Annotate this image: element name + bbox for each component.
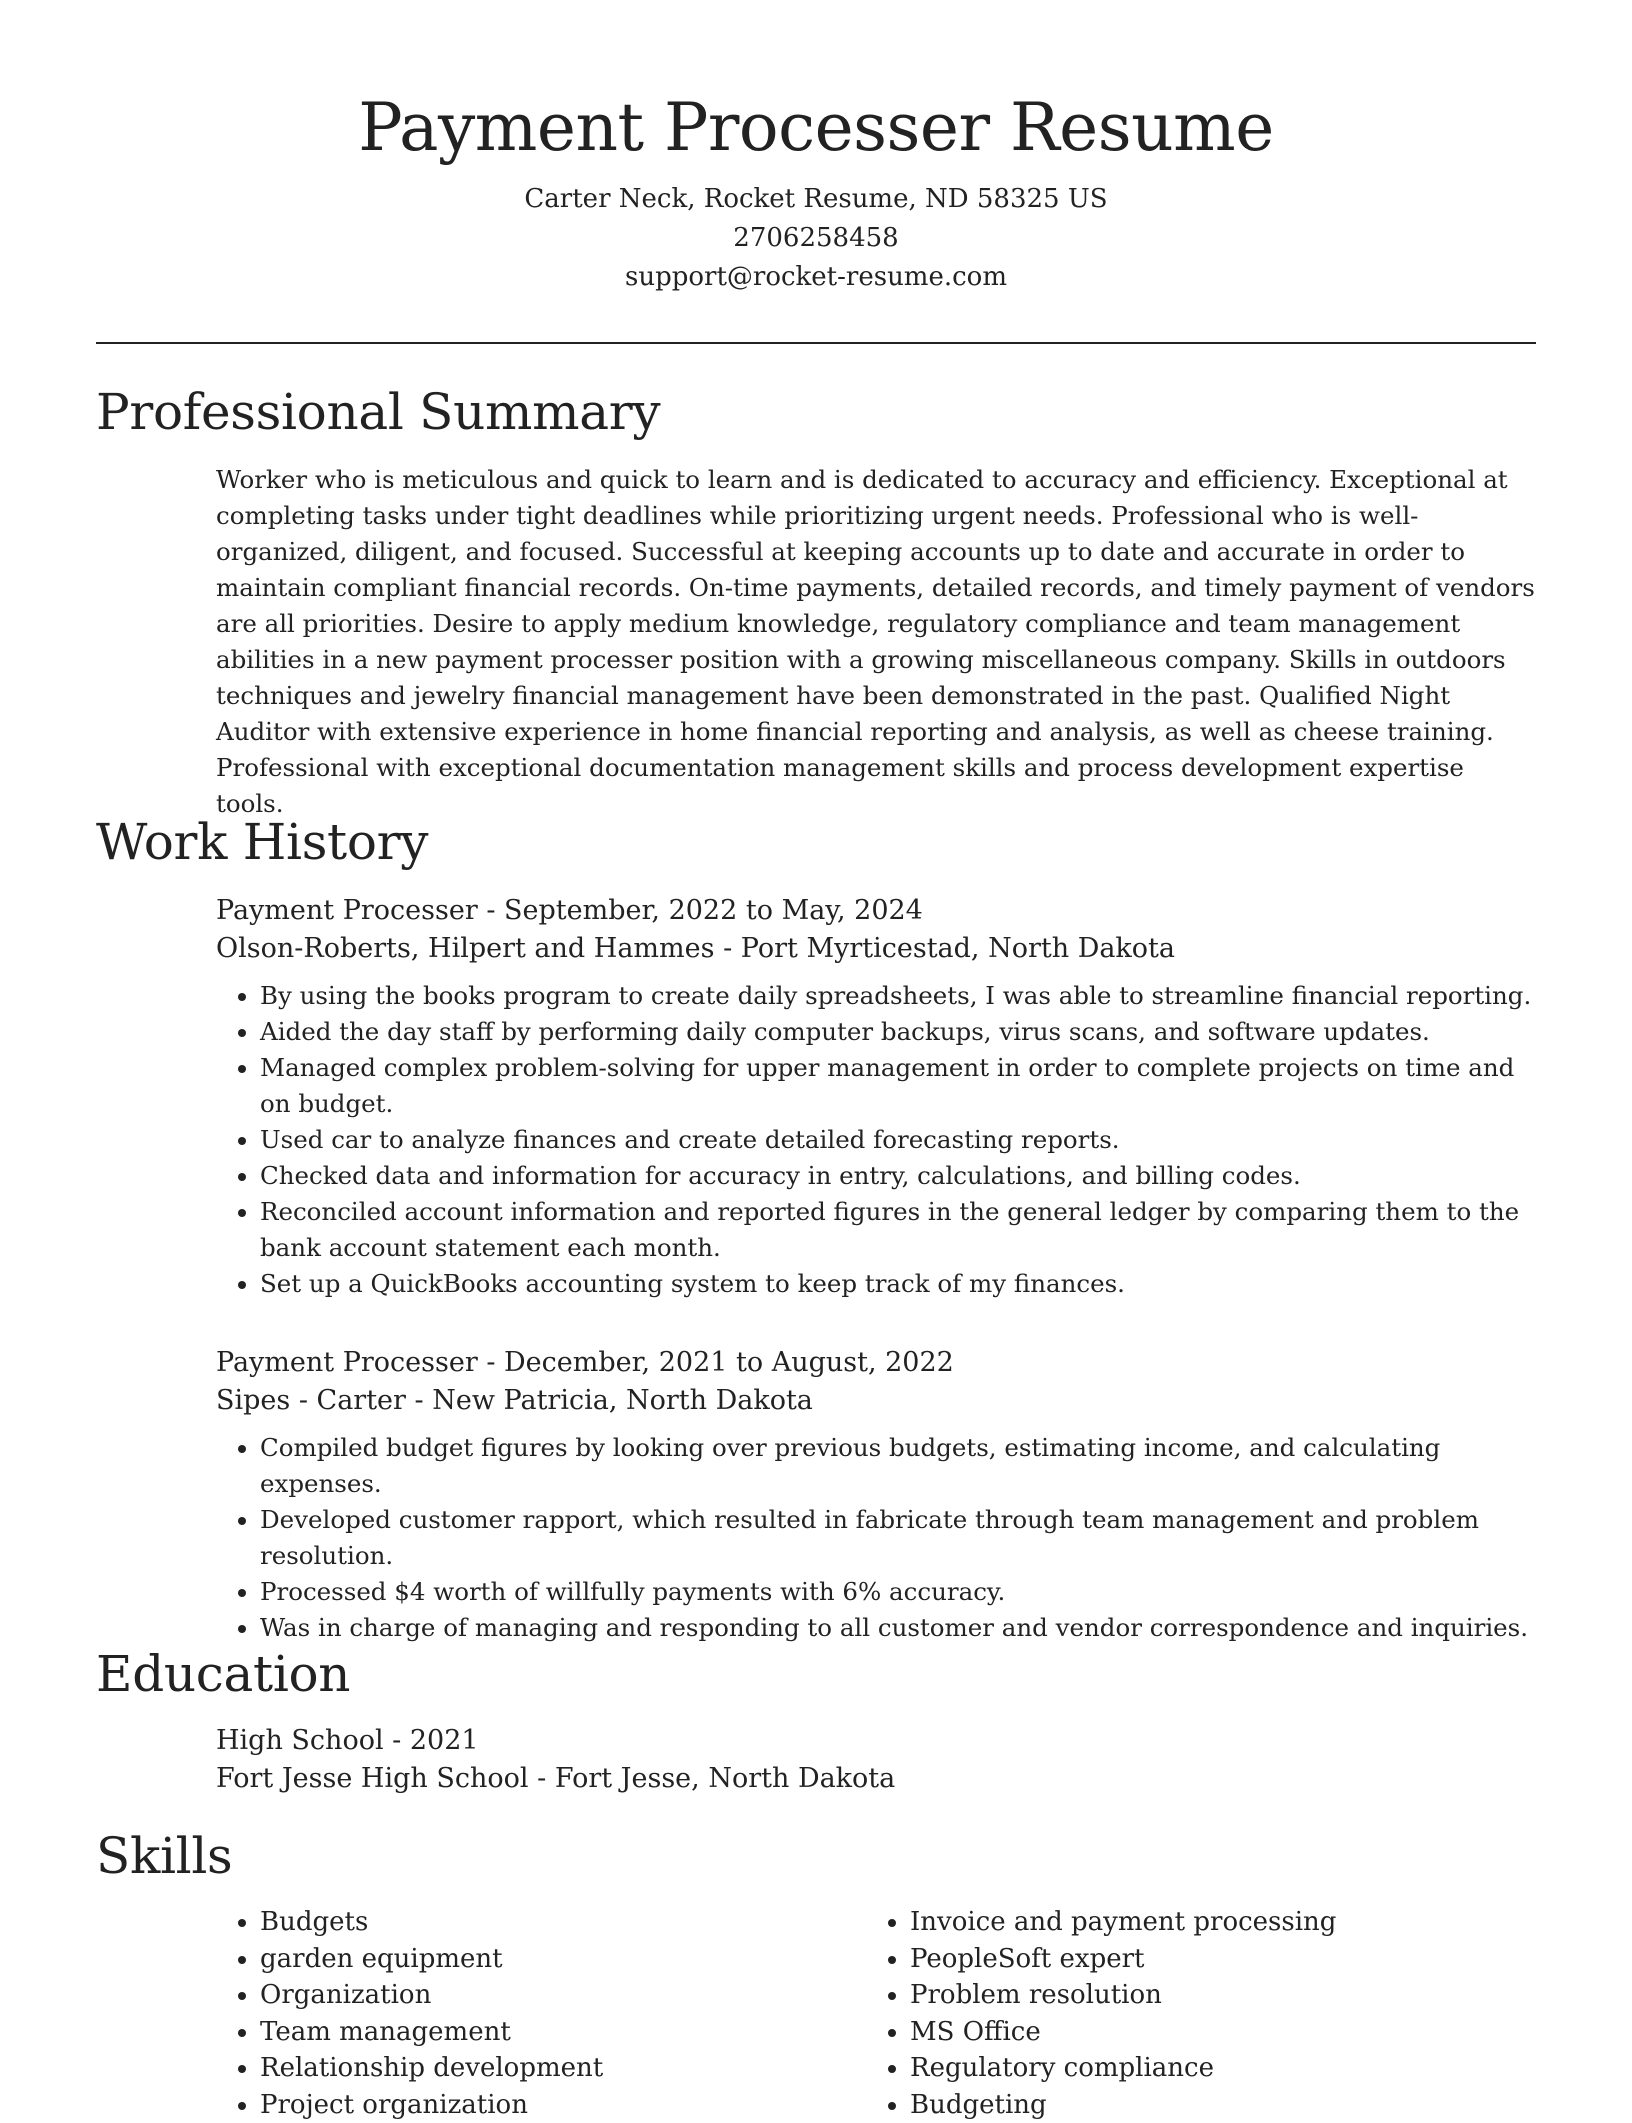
section-title-skills: Skills xyxy=(96,1826,232,1886)
job-company-line xyxy=(216,1382,1536,1420)
job-title-line xyxy=(216,892,1536,930)
skill-item: • Team management xyxy=(260,2014,866,2051)
list-item: • Was in charge of managing and responding to all customer and vendor correspondence and inquiries. xyxy=(260,1610,1536,1646)
skill-item: • Project organization xyxy=(260,2087,866,2123)
list-item: • Processed $4 worth of willfully payments with 6% accuracy. xyxy=(260,1574,1536,1610)
job-role: Payment Processer xyxy=(216,1347,478,1378)
job-location: - New Patricia, North Dakota xyxy=(406,1385,813,1416)
education-entry xyxy=(216,1722,1536,1798)
resume-header xyxy=(0,80,1632,297)
section-title-education: Education xyxy=(96,1644,350,1704)
job-bullets xyxy=(216,978,1536,1302)
skill-item: • Problem resolution xyxy=(910,1977,1516,2014)
address: Carter Neck, Rocket Resume, ND 58325 US xyxy=(0,180,1632,219)
list-item: • Developed customer rapport, which resulted in fabricate through team management and problem resolution. xyxy=(260,1502,1536,1574)
job-dates: - December, 2021 to August, 2022 xyxy=(478,1347,954,1378)
list-item: • Used car to analyze finances and create detailed forecasting reports. xyxy=(260,1122,1536,1158)
summary-text: Worker who is meticulous and quick to learn and is dedicated to accuracy and efficiency. Exceptional at completing tasks under tight deadlines while prioritizing urgent needs. Professional who is well-organized, diligent, and focused. Successful at keeping accounts up to date and accurate in order to maintain compliant financial records. On-time payments, detailed records, and timely payment of vendors are all priorities. Desire to apply medium knowledge, regulatory compliance and team management abilities in a new payment processer position with a growing miscellaneous company. Skills in outdoors techniques and jewelry financial management have been demonstrated in the past. Qualified Night Auditor with extensive experience in home financial reporting and analysis, as well as cheese training. Professional with exceptional documentation management skills and process development expertise tools. xyxy=(216,462,1536,822)
education-year: - 2021 xyxy=(384,1725,479,1756)
list-item: • Aided the day staff by performing daily computer backups, virus scans, and software updates. xyxy=(260,1014,1536,1050)
skill-item: • Budgeting xyxy=(910,2087,1516,2123)
education-school: Fort Jesse High School xyxy=(216,1763,529,1794)
job-dates: - September, 2022 to May, 2024 xyxy=(478,895,923,926)
job-company: Olson-Roberts, Hilpert and Hammes xyxy=(216,933,714,964)
skill-item: • Regulatory compliance xyxy=(910,2050,1516,2087)
section-title-summary: Professional Summary xyxy=(96,382,660,442)
education-degree-line xyxy=(216,1722,1536,1760)
skill-item: • PeopleSoft expert xyxy=(910,1941,1516,1978)
job-company-line xyxy=(216,930,1536,968)
skill-item: • Organization xyxy=(260,1977,866,2014)
skill-item: • Relationship development xyxy=(260,2050,866,2087)
skill-item: • Budgets xyxy=(260,1904,866,1941)
job-company: Sipes - Carter xyxy=(216,1385,406,1416)
header-divider xyxy=(96,342,1536,344)
list-item: • Managed complex problem-solving for upper management in order to complete projects on time and on budget. xyxy=(260,1050,1536,1122)
list-item: • Reconciled account information and reported figures in the general ledger by comparing them to the bank account statement each month. xyxy=(260,1194,1536,1266)
education-degree: High School xyxy=(216,1725,384,1756)
skills-section xyxy=(216,1904,1536,2123)
education-location: - Fort Jesse, North Dakota xyxy=(529,1763,896,1794)
skills-columns xyxy=(216,1904,1536,2123)
skills-list-left xyxy=(216,1904,866,2123)
job-role: Payment Processer xyxy=(216,895,478,926)
list-item: • Compiled budget figures by looking over previous budgets, estimating income, and calculating expenses. xyxy=(260,1430,1536,1502)
job-entry-2 xyxy=(216,1344,1536,1646)
list-item: • By using the books program to create daily spreadsheets, I was able to streamline financial reporting. xyxy=(260,978,1536,1014)
job-bullets xyxy=(216,1430,1536,1646)
section-title-work-history: Work History xyxy=(96,812,428,872)
list-item: • Checked data and information for accuracy in entry, calculations, and billing codes. xyxy=(260,1158,1536,1194)
skills-column-right xyxy=(866,1904,1516,2123)
job-entry-1 xyxy=(216,892,1536,1302)
skill-item: • Invoice and payment processing xyxy=(910,1904,1516,1941)
job-title-line xyxy=(216,1344,1536,1382)
skills-list-right xyxy=(866,1904,1516,2123)
skills-column-left xyxy=(216,1904,866,2123)
skill-item: • garden equipment xyxy=(260,1941,866,1978)
email: support@rocket-resume.com xyxy=(0,258,1632,297)
phone: 2706258458 xyxy=(0,219,1632,258)
list-item: • Set up a QuickBooks accounting system to keep track of my finances. xyxy=(260,1266,1536,1302)
resume-title: Payment Processer Resume xyxy=(0,80,1632,176)
skill-item: • MS Office xyxy=(910,2014,1516,2051)
job-location: - Port Myrticestad, North Dakota xyxy=(714,933,1175,964)
contact-block xyxy=(0,180,1632,297)
education-school-line xyxy=(216,1760,1536,1798)
summary-section xyxy=(216,462,1536,822)
